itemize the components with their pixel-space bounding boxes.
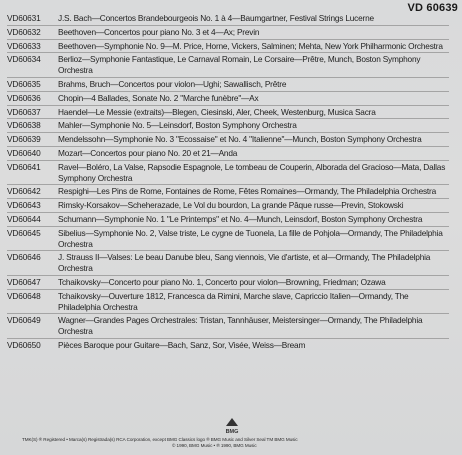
catalog-entry [7, 252, 449, 274]
recording-description: Schumann—Symphonie No. 1 "Le Printemps" et No. 4—Munch, Leinsdorf, Boston Symphony Orchestra [58, 213, 423, 224]
catalog-number: VD60645 [7, 227, 41, 238]
catalog-number: VD60646 [7, 252, 41, 263]
catalog-list [7, 13, 449, 351]
catalog-entry [7, 107, 449, 118]
catalog-entry [7, 277, 449, 288]
catalog-entry [7, 291, 449, 313]
catalog-entry [7, 79, 449, 90]
recording-description: Beethoven—Concertos pour piano No. 3 et 4—Ax; Previn [58, 26, 260, 37]
catalog-number: VD60632 [7, 26, 41, 37]
recording-description: Haendel—Le Messie (extraits)—Blegen, Ciesinski, Aler, Cheek, Westenburg, Musica Sacra [58, 106, 376, 117]
catalog-number: VD60647 [7, 276, 41, 287]
bmg-logo-triangle-icon [226, 418, 238, 426]
row-divider [7, 313, 449, 314]
row-divider [7, 212, 449, 213]
row-divider [7, 25, 449, 26]
catalog-entry [7, 134, 449, 145]
catalog-entry [7, 214, 449, 225]
recording-description: Mendelssohn—Symphonie No. 3 "Ecossaise" et No. 4 "Italienne"—Munch, Boston Symphony Orchestra [58, 134, 422, 145]
catalog-entry [7, 148, 449, 159]
catalog-number: VD60641 [7, 161, 41, 172]
catalog-entry [7, 13, 449, 24]
recording-description: J.S. Bach—Concertos Brandebourgeois No. 1 à 4—Baumgartner, Festival Strings Lucerne [58, 13, 374, 23]
catalog-entry [7, 27, 449, 38]
catalog-number: VD60636 [7, 92, 41, 103]
bmg-logo-text: BMG [225, 429, 239, 435]
catalog-number: VD60649 [7, 315, 41, 326]
row-divider [7, 91, 449, 92]
recording-description: Chopin—4 Ballades, Sonate No. 2 "Marche funèbre"—Ax [58, 92, 259, 103]
catalog-entry [7, 120, 449, 131]
recording-description: Pièces Baroque pour Guitare—Bach, Sanz, Sor, Visée, Weiss—Bream [58, 339, 306, 350]
row-divider [7, 250, 449, 251]
recording-description: Ravel—Boléro, La Valse, Rapsodie Espagnole, Le tombeau de Couperin, Alborada del Gracioso—Mata, Dallas Symphony Orchestra [58, 161, 446, 183]
copyright-footer [22, 437, 442, 449]
catalog-entry [7, 186, 449, 197]
catalog-number: VD60633 [7, 40, 41, 51]
row-divider [7, 198, 449, 199]
catalog-entry [7, 200, 449, 211]
recording-description: Rimsky-Korsakov—Scheherazade, Le Vol du bourdon, La grande Pâque russe—Previn, Stokowski [58, 200, 404, 211]
catalog-number: VD60634 [7, 54, 41, 65]
row-divider [7, 77, 449, 78]
row-divider [7, 338, 449, 339]
catalog-entry [7, 315, 449, 337]
footer-copyright-line: © 1990, BMG Music • ℗ 1990, BMG Music [172, 443, 257, 448]
recording-description: Tchaikovsky—Ouverture 1812, Francesca da Rimini, Marche slave, Capriccio Italien—Ormandy, The Philadelphia Orchestra [58, 290, 409, 312]
catalog-number: VD60635 [7, 78, 41, 89]
recording-description: Wagner—Grandes Pages Orchestrales: Tristan, Tannhäuser, Meistersinger—Ormandy, The Philadelphia Orchestra [58, 315, 423, 337]
catalog-number: VD60642 [7, 186, 41, 197]
recording-description: Tchaikovsky—Concerto pour piano No. 1, Concerto pour violon—Browning, Friedman; Ozawa [58, 276, 386, 287]
catalog-number: VD60638 [7, 120, 41, 131]
row-divider [7, 226, 449, 227]
recording-description: Sibelius—Symphonie No. 2, Valse triste, Le cygne de Tuonela, La fille de Pohjola—Ormandy, The Philadelphia Orchestra [58, 227, 443, 249]
recording-description: Respighi—Les Pins de Rome, Fontaines de Rome, Fêtes Romaines—Ormandy, The Philadelphia Orchestra [58, 186, 437, 197]
row-divider [7, 118, 449, 119]
recording-description: Mahler—Symphonie No. 5—Leinsdorf, Boston Symphony Orchestra [58, 120, 297, 131]
recording-description: Berlioz—Symphonie Fantastique, Le Carnaval Romain, Le Corsaire—Prêtre, Munch, Boston Symphony Orchestra [58, 54, 421, 76]
catalog-entry [7, 93, 449, 104]
row-divider [7, 146, 449, 147]
catalog-code: VD 60639 [407, 2, 458, 14]
catalog-entry [7, 340, 449, 351]
row-divider [7, 289, 449, 290]
catalog-number: VD60637 [7, 106, 41, 117]
catalog-number: VD60631 [7, 13, 41, 23]
row-divider [7, 275, 449, 276]
catalog-number: VD60648 [7, 290, 41, 301]
recording-description: Beethoven—Symphonie No. 9—M. Price, Horne, Vickers, Salminen; Mehta, New York Philharmonic Orchestra [58, 40, 443, 51]
catalog-entry [7, 228, 449, 250]
catalog-number: VD60644 [7, 213, 41, 224]
row-divider [7, 52, 449, 53]
catalog-entry [7, 41, 449, 52]
catalog-entry [7, 162, 449, 184]
row-divider [7, 105, 449, 106]
footer-trademark-line: TMK(S) ® Registered • Marca(s) Registrada(s) RCA Corporation, except BMG Classics logo ® BMG Music and Silver Seal TM BMG Music [22, 437, 298, 442]
catalog-entry [7, 54, 449, 76]
recording-description: J. Strauss II—Valses: Le beau Danube bleu, Sang viennois, Vie d'artiste, et al—Ormandy, The Philadelphia Orchestra [58, 252, 431, 274]
catalog-number: VD60640 [7, 147, 41, 158]
row-divider [7, 184, 449, 185]
row-divider [7, 39, 449, 40]
recording-description: Mozart—Concertos pour piano No. 20 et 21—Anda [58, 147, 238, 158]
recording-description: Brahms, Bruch—Concertos pour violon—Ughi; Sawallisch, Prêtre [58, 78, 287, 89]
row-divider [7, 160, 449, 161]
catalog-number: VD60650 [7, 339, 41, 350]
row-divider [7, 132, 449, 133]
bmg-logo [217, 417, 247, 435]
catalog-number: VD60643 [7, 200, 41, 211]
catalog-number: VD60639 [7, 134, 41, 145]
